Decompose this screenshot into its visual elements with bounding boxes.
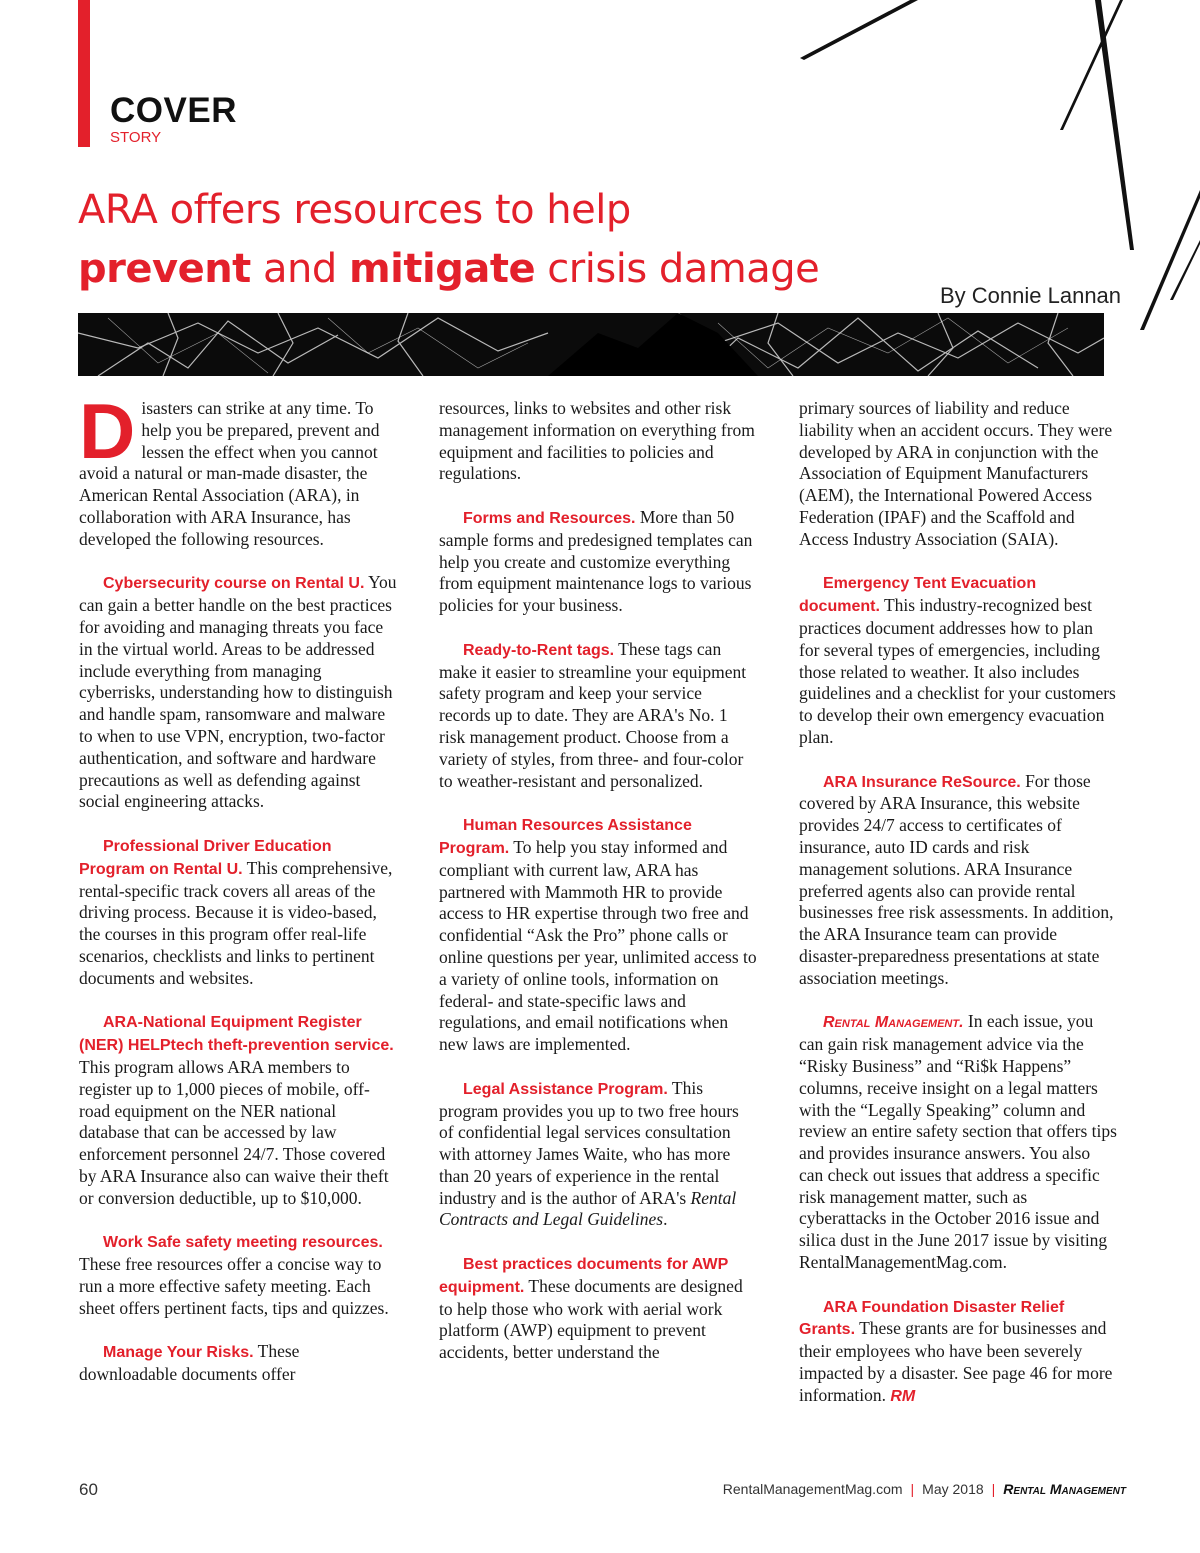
- resource-title: ARA-National Equipment Register (NER) HELPtech theft-prevention service.: [79, 1014, 394, 1055]
- footer-separator: |: [991, 1481, 996, 1497]
- article-column-2: [439, 398, 757, 1364]
- resource-title: Legal Assistance Program.: [463, 1080, 668, 1098]
- resource-item: [799, 1296, 1117, 1408]
- resource-item: [799, 1011, 1117, 1274]
- resource-title: Forms and Resources.: [463, 509, 636, 527]
- resource-text: For those covered by ARA Insurance, this website provides 24/7 access to certificates of insurance, auto ID cards and risk management solutions. ARA Insurance preferred agents also can provide rental businesses free risk assessments. In addition, the ARA Insurance team can provide disaster-preparedness presentations at state association meetings.: [799, 770, 1114, 988]
- drop-cap: D: [79, 387, 136, 475]
- resource-title: ARA Foundation Disaster Relief Grants.: [799, 1298, 1065, 1339]
- headline-bold-word: mitigate: [348, 246, 536, 292]
- headline: [78, 182, 938, 300]
- footer-website: RentalManagementMag.com: [722, 1481, 903, 1497]
- resource-item: [79, 1231, 397, 1319]
- resource-text: resources, links to websites and other risk management information on everything from equipment and facilities to policies and regulations.: [439, 398, 755, 484]
- resource-text: In each issue, you can gain risk management advice via the “Risky Business” and “Ri$k Happens” columns, receive insight on a legal matters with the “Legally Speaking” column and review an entire safety section that offers tips and provides insurance answers. You also can check out issues that address a specific risk management matter, such as cyberattacks in the October 2016 issue and silica dust in the June 2017 issue by visiting RentalManagementMag.com.: [799, 1011, 1117, 1273]
- intro-text: isasters can strike at any time. To help you be prepared, prevent and lessen the effect when you cannot avoid a natural or man-made disaster, the American Rental Association (ARA), in collaboration with ARA Insurance, has developed the following resources.: [79, 398, 380, 549]
- resource-item: [439, 639, 757, 793]
- resource-item-continued: [439, 398, 757, 485]
- section-subtitle: STORY: [110, 129, 162, 146]
- footer-info: [723, 1481, 1126, 1497]
- resource-text: This comprehensive, rental-specific track covers all areas of the driving process. Because it is video-based, the courses in this program offer real-life scenarios, checklists and links to pertinent documents and websites.: [79, 857, 393, 988]
- resource-title: Rental Management.: [823, 1014, 964, 1032]
- resource-title: Cybersecurity course on Rental U.: [103, 575, 365, 593]
- resource-title: ARA Insurance ReSource.: [823, 773, 1021, 791]
- resource-title: Work Safe safety meeting resources.: [103, 1234, 383, 1252]
- headline-bold-word: prevent: [78, 246, 251, 292]
- page-footer: [0, 1472, 1200, 1502]
- footer-separator: |: [910, 1481, 915, 1497]
- resource-item: [799, 771, 1117, 990]
- resource-title: Emergency Tent Evacuation document.: [799, 575, 1037, 616]
- resource-text: You can gain a better handle on the best practices for avoiding and managing threats you face in the virtual world. Areas to be addressed include everything from managing cyberrisks, understanding how to distinguish and handle spam, ransomware and malware to when to use VPN, encryption, two-factor authentication, and software and hardware precautions as well as defending against social engineering attacks.: [79, 572, 397, 812]
- resource-item: [439, 507, 757, 617]
- headline-line-1: ARA offers resources to help: [78, 187, 631, 233]
- headline-text: and: [250, 246, 349, 292]
- resource-title: Professional Driver Education Program on Rental U.: [79, 837, 332, 878]
- resource-item: [439, 1078, 757, 1232]
- article-column-1: [79, 387, 397, 1386]
- resource-item-continued: [799, 398, 1117, 551]
- article-column-3: [799, 398, 1117, 1408]
- section-color-bar: [78, 0, 90, 147]
- cracked-glass-banner: [78, 313, 1104, 376]
- resource-title: Ready-to-Rent tags.: [463, 641, 615, 659]
- resource-text: This industry-recognized best practices document addresses how to plan for several types of emergencies, including those related to weather. It also includes guidelines and a checklist for your customers to develop their own emergency evacuation plan.: [799, 595, 1116, 747]
- intro-paragraph: [79, 387, 397, 551]
- resource-title: Human Resources Assistance Program.: [439, 817, 692, 857]
- headline-line-2: [78, 238, 938, 300]
- headline-text: crisis damage: [535, 246, 820, 292]
- resource-text: This program allows ARA members to register up to 1,000 pieces of mobile, off-road equipment on the NER national database that can be accessed by law enforcement personnel 24/7. Those covered by ARA Insurance also can waive their theft or conversion deductible, up to $10,000.: [79, 1056, 389, 1208]
- end-mark: RM: [890, 1387, 916, 1405]
- resource-text: To help you stay informed and compliant with current law, ARA has partnered with Mammoth HR to provide access to HR expertise through two free and confidential “Ask the Pro” phone calls or online questions per year, unlimited access to a variety of online tools, information on federal- and state-specific laws and regulations, and email notifications when new laws are implemented.: [439, 836, 757, 1055]
- resource-item: [439, 1253, 757, 1364]
- resource-title: Manage Your Risks.: [103, 1344, 254, 1362]
- resource-item: [79, 1341, 397, 1386]
- byline: By Connie Lannan: [940, 283, 1122, 308]
- resource-item: [799, 572, 1117, 748]
- resource-text: These documents are designed to help those who work with aerial work platform (AWP) equipment to prevent accidents, better understand the: [439, 1275, 743, 1363]
- resource-text: This program provides you up to two free hours of confidential legal services consultation with attorney James Waite, who has more than 20 years of experience in the rental industry and is the author of ARA's: [439, 1077, 739, 1208]
- resource-item: [79, 835, 397, 990]
- resource-text-end: .: [663, 1209, 668, 1230]
- resource-text: These free resources offer a concise way to run a more effective safety meeting. Each sheet offers pertinent facts, tips and quizzes.: [79, 1254, 389, 1318]
- resource-item: [79, 572, 397, 813]
- resource-text: These grants are for businesses and their employees who have been severely impacted by a disaster. See page 46 for more information.: [799, 1318, 1113, 1405]
- book-title: Rental Contracts and Legal Guidelines: [439, 1187, 737, 1230]
- resource-title: Best practices documents for AWP equipment.: [439, 1256, 728, 1296]
- resource-text: primary sources of liability and reduce liability when an accident occurs. They were developed by ARA in conjunction with the Association of Equipment Manufacturers (AEM), the International Powered Access Federation (IPAF) and the Scaffold and Access Industry Association (SAIA).: [799, 398, 1113, 549]
- section-label: [110, 92, 237, 146]
- resource-text: These downloadable documents offer: [79, 1341, 300, 1385]
- resource-text: These tags can make it easier to streamline your equipment safety program and keep your service records up to date. They are ARA's No. 1 risk management product. Choose from a variety of styles, from three- and four-color to weather-resistant and personalized.: [439, 638, 747, 791]
- resource-text: More than 50 sample forms and predesigned templates can help you create and customize everything from equipment maintenance logs to various policies for your business.: [439, 506, 753, 616]
- page-number: 60: [79, 1480, 98, 1499]
- footer-date: May 2018: [922, 1481, 984, 1497]
- resource-item: [79, 1011, 397, 1209]
- footer-magazine: Rental Management: [1003, 1481, 1126, 1497]
- resource-item: [439, 814, 757, 1056]
- section-title: COVER: [110, 91, 237, 130]
